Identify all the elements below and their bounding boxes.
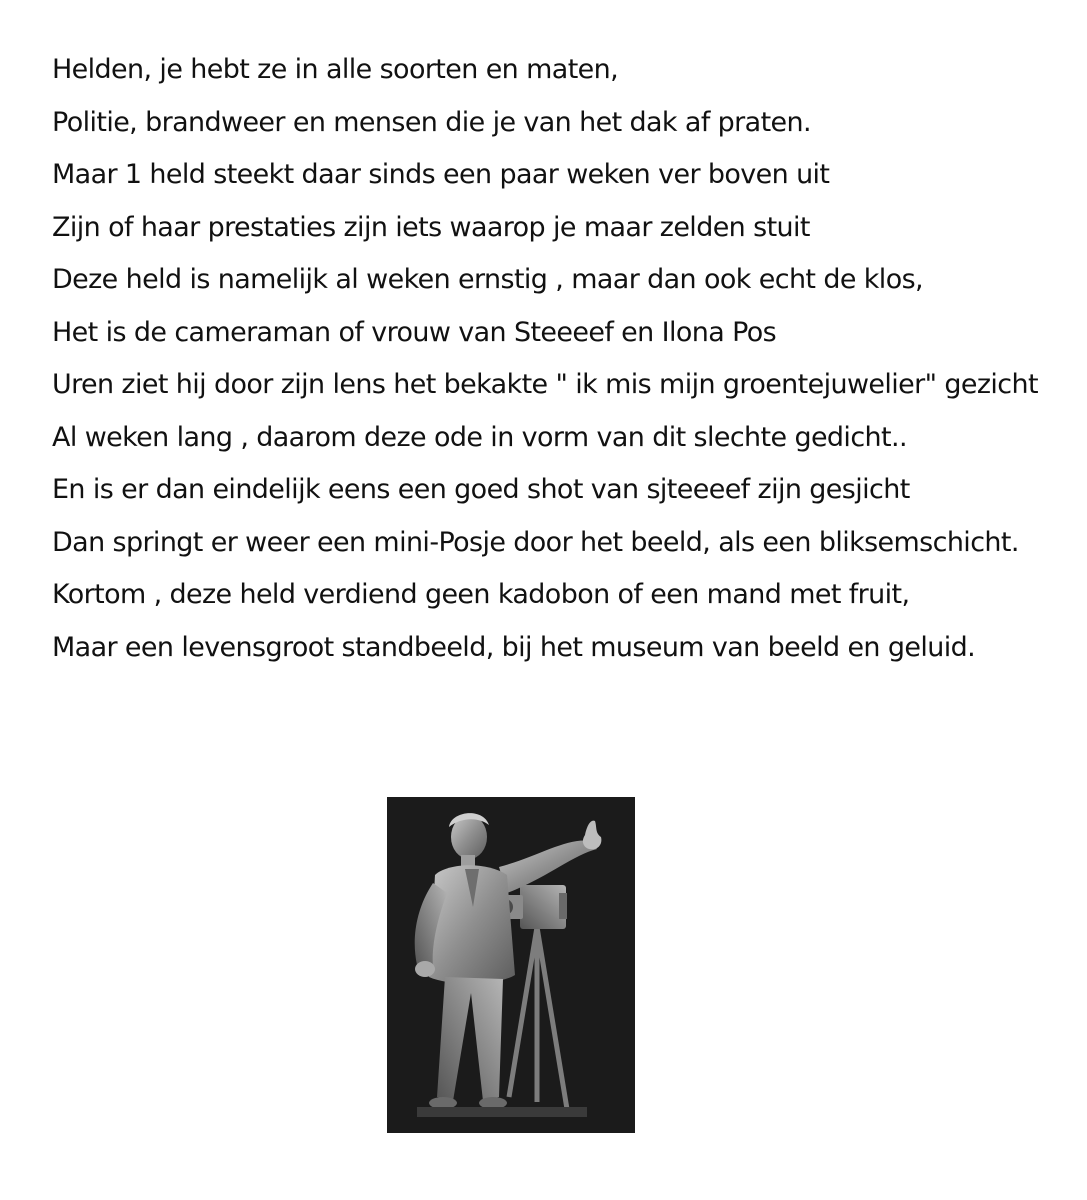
poem-line-2: Politie, brandweer en mensen die je van het dak af praten. bbox=[52, 106, 811, 138]
poem-line-9: En is er dan eindelijk eens een goed shot van sjteeeef zijn gesjicht bbox=[52, 474, 910, 505]
poem-line-1: Helden, je hebt ze in alle soorten en maten, bbox=[52, 54, 619, 85]
poem-line-4: Zijn of haar prestaties zijn iets waarop je maar zelden stuit bbox=[52, 211, 810, 243]
poem-line-12: Maar een levensgroot standbeeld, bij het museum van beeld en geluid. bbox=[52, 631, 976, 663]
statue-photo bbox=[387, 797, 635, 1133]
poem bbox=[52, 44, 1084, 674]
poem-line-8: Al weken lang , daarom deze ode in vorm van dit slechte gedicht.. bbox=[52, 421, 907, 453]
poem-line-6: Het is de cameraman of vrouw van Steeeef en Ilona Pos bbox=[52, 316, 777, 348]
poem-line-7: Uren ziet hij door zijn lens het bekakte " ik mis mijn groentejuwelier" gezicht bbox=[52, 369, 1038, 400]
cameraman-statue-illustration bbox=[387, 797, 635, 1133]
poem-line-5: Deze held is namelijk al weken ernstig , maar dan ook echt de klos, bbox=[52, 264, 924, 295]
base bbox=[417, 1107, 587, 1117]
poem-line-10: Dan springt er weer een mini-Posje door het beeld, als een bliksemschicht. bbox=[52, 526, 1019, 558]
poem-line-3: Maar 1 held steekt daar sinds een paar weken ver boven uit bbox=[52, 159, 830, 190]
poem-line-11: Kortom , deze held verdiend geen kadobon of een mand met fruit, bbox=[52, 579, 910, 610]
